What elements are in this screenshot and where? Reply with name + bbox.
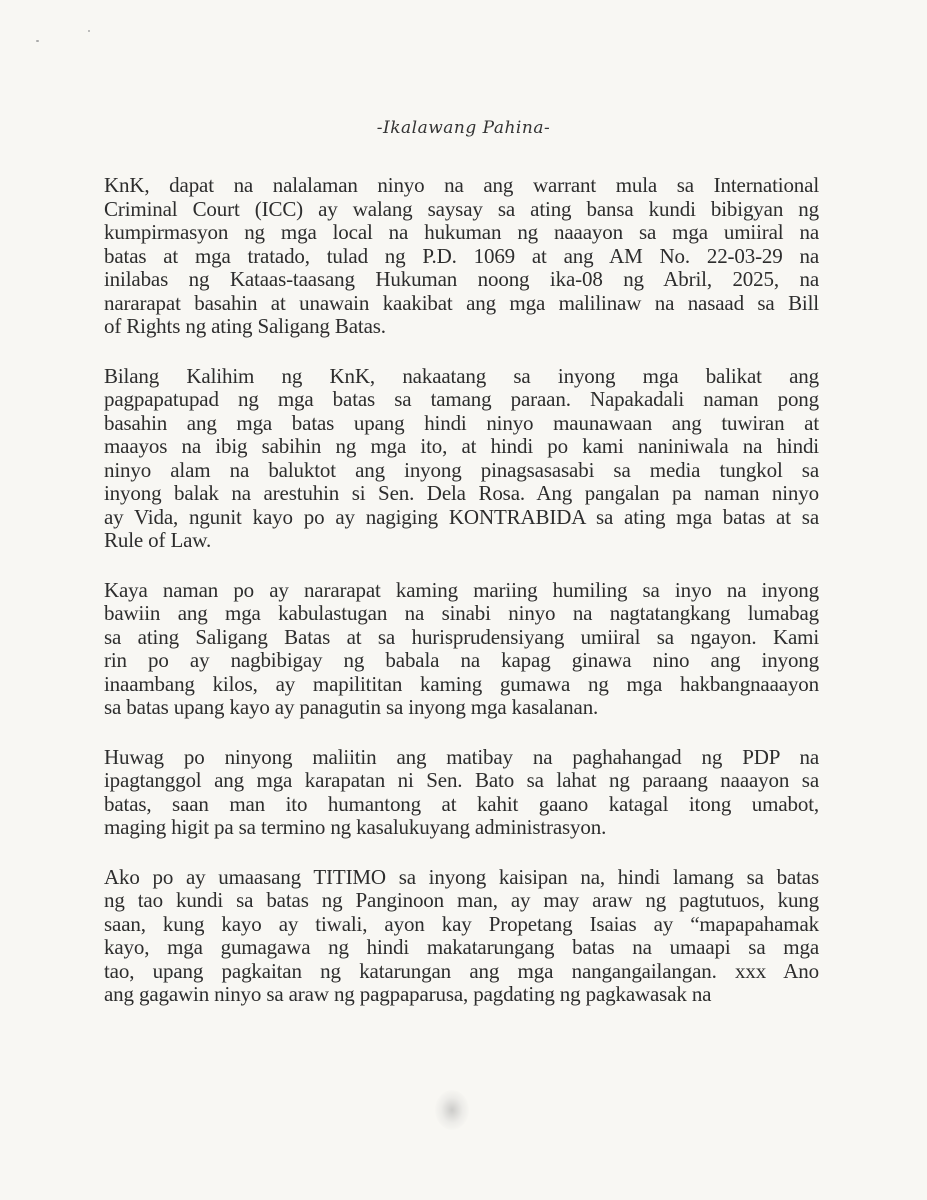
text-line: sa ating Saligang Batas at sa hurisprudensiyang umiiral sa ngayon. Kami (104, 624, 819, 649)
text-line: ang gagawin ninyo sa araw ng pagpaparusa, pagdating ng pagkawasak na (104, 982, 712, 1006)
text-line: Rule of Law. (104, 528, 212, 552)
text-line: maayos na ibig sabihin ng mga ito, at hindi po kami naniniwala na hindi (104, 434, 819, 458)
text-line: ninyo alam na baluktot ang inyong pinagsasasabi sa media tungkol sa (104, 457, 819, 482)
text-line: ng tao kundi sa batas ng Panginoon man, ay may araw ng pagtutuos, kung (104, 888, 819, 912)
text-line: inaambang kilos, ay mapilititan kaming gumawa ng mga hakbangnaaayon (104, 671, 819, 696)
paragraph-2 (104, 365, 819, 553)
text-line: batas at mga tratado, tulad ng P.D. 1069 at ang AM No. 22-03-29 na (104, 243, 819, 268)
scan-smudge (435, 1090, 469, 1130)
text-line: inyong balak na arestuhin si Sen. Dela Rosa. Ang pangalan pa naman ninyo (104, 481, 819, 505)
text-line: tao, upang pagkaitan ng katarungan ang mga nangangailangan. xxx Ano (104, 958, 819, 983)
text-line: batas, saan man ito humantong at kahit gaano katagal itong umabot, (104, 791, 819, 816)
text-line: KnK, dapat na nalalaman ninyo na ang warrant mula sa International (104, 173, 819, 197)
paragraph-3 (104, 579, 819, 720)
text-line: Huwag po ninyong maliitin ang matibay na paghahangad ng PDP na (104, 744, 819, 769)
text-line: nararapat basahin at unawain kaakibat ang mga malilinaw na nasaad sa Bill (104, 290, 819, 315)
text-line: bawiin ang mga kabulastugan na sinabi ninyo na nagtatangkang lumabag (104, 601, 819, 625)
paragraph-1 (104, 174, 819, 339)
page-header: -Ikalawang Pahina- (376, 118, 551, 138)
text-line: Kaya naman po ay nararapat kaming mariing humiling sa inyo na inyong (104, 577, 819, 602)
letter-body (104, 174, 819, 1033)
text-line: ipagtanggol ang mga karapatan ni Sen. Bato sa lahat ng paraang naaayon sa (104, 768, 819, 792)
text-line: saan, kung kayo ay tiwali, ayon kay Propetang Isaias ay “mapapahamak (104, 911, 819, 936)
text-line: Ako po ay umaasang TITIMO sa inyong kaisipan na, hindi lamang sa batas (104, 864, 819, 889)
scan-speck (88, 30, 90, 32)
text-line: pagpapatupad ng mga batas sa tamang paraan. Napakadali naman pong (104, 387, 819, 411)
text-line: inilabas ng Kataas-taasang Hukuman noong ika-08 ng Abril, 2025, na (104, 267, 819, 291)
text-line: kumpirmasyon ng mga local na hukuman ng naaayon sa mga umiiral na (104, 220, 819, 244)
text-line: kayo, mga gumagawa ng hindi makatarungang batas na umaapi sa mga (104, 935, 819, 959)
text-line: basahin ang mga batas upang hindi ninyo maunawaan ang tuwiran at (104, 410, 819, 435)
text-line: rin po ay nagbibigay ng babala na kapag ginawa nino ang inyong (104, 648, 819, 672)
text-line: ay Vida, ngunit kayo po ay nagiging KONTRABIDA sa ating mga batas at sa (104, 504, 819, 529)
paragraph-5 (104, 866, 819, 1007)
text-line: of Rights ng ating Saligang Batas. (104, 314, 386, 338)
text-line: Bilang Kalihim ng KnK, nakaatang sa inyong mga balikat ang (104, 363, 819, 388)
text-line: sa batas upang kayo ay panagutin sa inyong mga kasalanan. (104, 695, 599, 719)
text-line: maging higit pa sa termino ng kasalukuyang administrasyon. (104, 815, 607, 839)
scan-speck (36, 40, 39, 42)
text-line: Criminal Court (ICC) ay walang saysay sa ating bansa kundi bibigyan ng (104, 196, 819, 221)
paragraph-4 (104, 746, 819, 840)
